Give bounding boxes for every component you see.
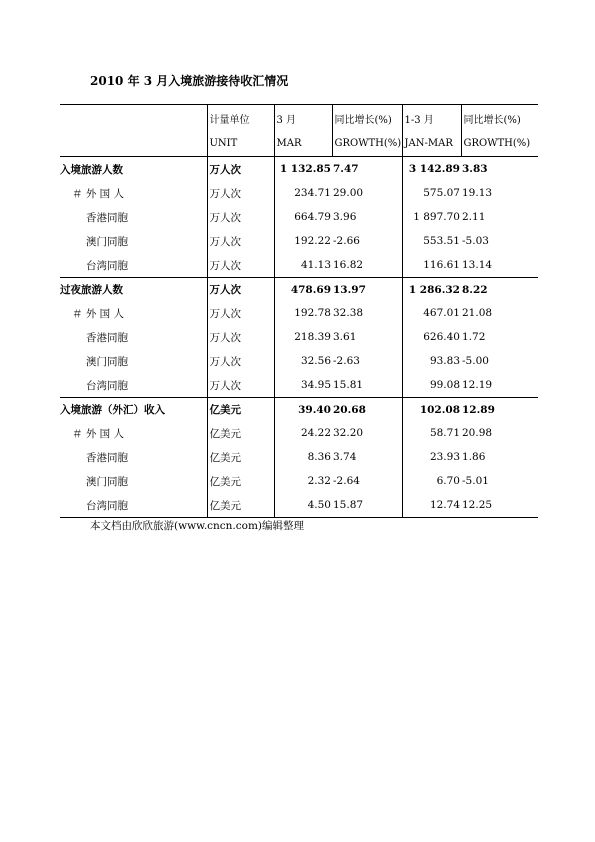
row-janmar-growth: 12.89: [461, 398, 538, 422]
table-row: [60, 229, 538, 253]
row-label: 澳门同胞: [86, 235, 128, 248]
row-mar-growth: 32.20: [333, 427, 364, 439]
header-janmar-cn: 1-3 月: [402, 105, 461, 132]
row-unit: 万人次: [207, 278, 274, 302]
table-row: [60, 469, 538, 493]
row-label: ＃ 外 国 人: [72, 187, 125, 200]
row-janmar-growth: 13.14: [462, 259, 493, 271]
row-mar-growth: -2.66: [333, 235, 360, 247]
row-janmar-value: 1 286.32: [402, 278, 461, 302]
source-footer: 本文档由欣欣旅游(www.cncn.com)编辑整理: [90, 520, 305, 532]
row-unit: 万人次: [207, 301, 274, 325]
row-janmar-growth: -5.00: [462, 355, 489, 367]
row-janmar-value: 626.40: [402, 325, 461, 349]
row-label: 香港同胞: [86, 451, 128, 464]
row-janmar-value: 102.08: [402, 398, 461, 422]
table-row: [60, 325, 538, 349]
row-unit: 万人次: [207, 349, 274, 373]
header-growth2-cn: 同比增长(%): [461, 105, 538, 132]
row-janmar-growth: 3.83: [462, 163, 488, 175]
row-mar-value: 1 132.85: [274, 157, 332, 182]
row-janmar-growth: 20.98: [462, 427, 493, 439]
row-label: 澳门同胞: [86, 355, 128, 368]
row-mar-growth: 7.47: [333, 163, 359, 175]
row-mar-growth: 15.81: [333, 379, 364, 391]
row-unit: 万人次: [207, 205, 274, 229]
row-label: 台湾同胞: [60, 493, 207, 518]
header-mar-en: MAR: [274, 131, 332, 157]
row-mar-growth: 13.97: [332, 278, 402, 302]
row-mar-value: 8.36: [274, 445, 332, 469]
row-unit: 亿美元: [207, 398, 274, 422]
row-janmar-growth: 12.25: [461, 493, 538, 518]
row-label: 澳门同胞: [86, 475, 128, 488]
row-label: ＃ 外 国 人: [72, 307, 125, 320]
row-label: 入境旅游（外汇）收入: [60, 398, 207, 422]
row-mar-value: 4.50: [274, 493, 332, 518]
row-janmar-growth: 12.19: [462, 379, 493, 391]
row-mar-growth: 3.74: [333, 451, 357, 463]
row-unit: 万人次: [207, 325, 274, 349]
group-total-row: [60, 157, 538, 182]
row-unit: 亿美元: [207, 421, 274, 445]
header-janmar-en: JAN-MAR: [402, 131, 461, 157]
row-mar-value: 192.78: [274, 301, 332, 325]
row-janmar-growth: 1.86: [462, 451, 486, 463]
row-unit: 万人次: [207, 253, 274, 278]
row-unit: 万人次: [207, 157, 274, 182]
row-mar-value: 218.39: [274, 325, 332, 349]
row-unit: 万人次: [207, 373, 274, 398]
row-unit: 亿美元: [207, 445, 274, 469]
row-mar-value: 478.69: [274, 278, 332, 302]
row-janmar-value: 93.83: [402, 349, 461, 373]
row-mar-value: 41.13: [274, 253, 332, 278]
table-row: [60, 205, 538, 229]
row-janmar-value: 99.08: [402, 373, 461, 398]
table-row: [60, 445, 538, 469]
tourism-table: [60, 104, 538, 518]
row-unit: 万人次: [207, 229, 274, 253]
row-janmar-value: 467.01: [402, 301, 461, 325]
row-mar-growth: 32.38: [333, 307, 364, 319]
row-mar-value: 192.22: [274, 229, 332, 253]
row-mar-value: 234.71: [274, 181, 332, 205]
row-janmar-value: 58.71: [402, 421, 461, 445]
row-unit: 亿美元: [207, 469, 274, 493]
row-label: ＃ 外 国 人: [72, 427, 125, 440]
header-unit-cn: 计量单位: [207, 105, 274, 132]
row-janmar-growth: -5.03: [462, 235, 489, 247]
row-janmar-growth: 21.08: [462, 307, 493, 319]
row-unit: 亿美元: [207, 493, 274, 518]
table-row: [60, 253, 538, 278]
row-janmar-value: 12.74: [402, 493, 461, 518]
header-cell: [60, 105, 207, 132]
row-mar-growth: 15.87: [332, 493, 402, 518]
group-total-row: [60, 398, 538, 422]
header-growth1-cn: 同比增长(%): [332, 105, 402, 132]
row-mar-value: 34.95: [274, 373, 332, 398]
header-row-english: [60, 131, 538, 157]
row-janmar-growth: 8.22: [461, 278, 538, 302]
header-growth2-en: GROWTH(%): [461, 131, 538, 157]
row-janmar-growth: 19.13: [462, 187, 493, 199]
table-row: [60, 181, 538, 205]
row-mar-growth: 20.68: [332, 398, 402, 422]
row-mar-growth: 3.61: [333, 331, 357, 343]
row-janmar-value: 553.51: [402, 229, 461, 253]
row-mar-growth: 16.82: [333, 259, 364, 271]
table-row: [60, 301, 538, 325]
row-mar-value: 2.32: [274, 469, 332, 493]
row-label: 香港同胞: [86, 331, 128, 344]
row-janmar-value: 575.07: [402, 181, 461, 205]
row-label: 香港同胞: [86, 211, 128, 224]
row-janmar-value: 6.70: [402, 469, 461, 493]
group-total-row: [60, 278, 538, 302]
row-janmar-value: 116.61: [402, 253, 461, 278]
row-mar-value: 39.40: [274, 398, 332, 422]
header-cell: [60, 131, 207, 157]
row-mar-growth: -2.64: [333, 475, 360, 487]
row-mar-value: 32.56: [274, 349, 332, 373]
table-row: [60, 349, 538, 373]
document-title: 2010 年 3 月入境旅游接待收汇情况: [90, 74, 289, 88]
row-label: 过夜旅游人数: [60, 278, 207, 302]
table-row: [60, 373, 538, 398]
row-mar-value: 664.79: [274, 205, 332, 229]
row-janmar-value: 3 142.89: [402, 157, 461, 182]
row-janmar-growth: -5.01: [462, 475, 489, 487]
row-mar-growth: -2.63: [333, 355, 360, 367]
header-mar-cn: 3 月: [274, 105, 332, 132]
row-janmar-growth: 1.72: [462, 331, 486, 343]
row-label: 台湾同胞: [86, 379, 128, 392]
row-label: 入境旅游人数: [60, 163, 123, 176]
header-unit-en: UNIT: [207, 131, 274, 157]
table-row: [60, 493, 538, 518]
row-janmar-value: 1 897.70: [402, 205, 461, 229]
row-janmar-value: 23.93: [402, 445, 461, 469]
header-row-chinese: [60, 105, 538, 132]
row-janmar-growth: 2.11: [462, 211, 486, 223]
header-growth1-en: GROWTH(%): [332, 131, 402, 157]
row-unit: 万人次: [207, 181, 274, 205]
table-row: [60, 421, 538, 445]
row-mar-growth: 29.00: [333, 187, 364, 199]
row-mar-value: 24.22: [274, 421, 332, 445]
row-label: 台湾同胞: [86, 259, 128, 272]
row-mar-growth: 3.96: [333, 211, 357, 223]
